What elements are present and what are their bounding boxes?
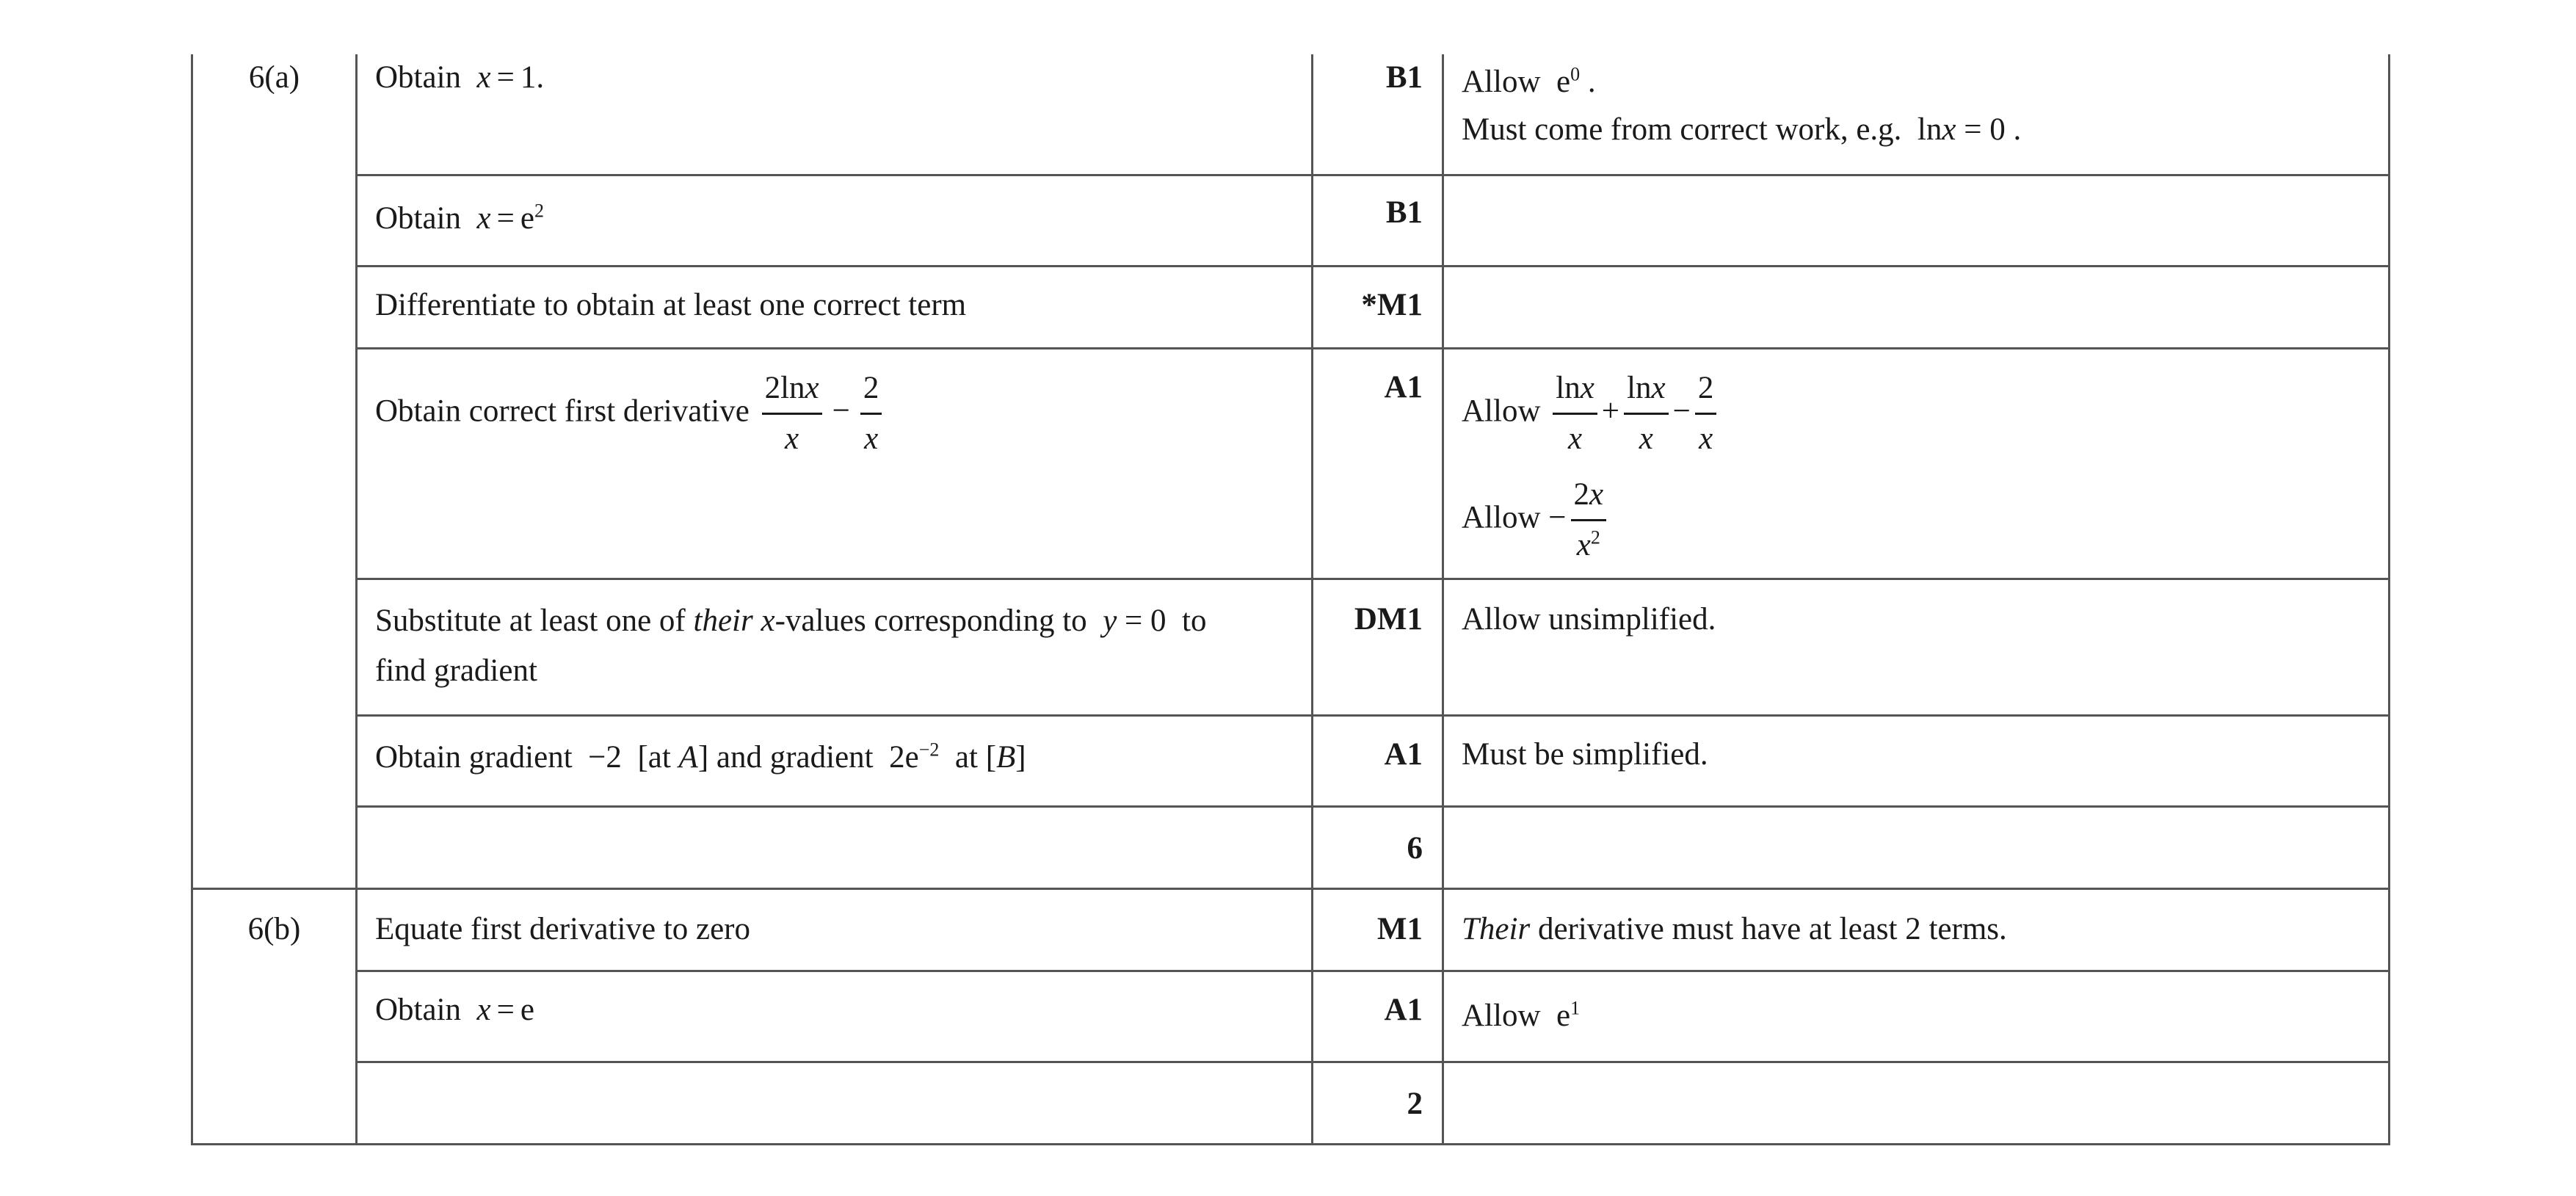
- mark-total-cell: [1313, 806, 1443, 888]
- answer-cell: Equate first derivative to zero: [357, 888, 1313, 971]
- mark-cell: [1313, 348, 1443, 579]
- table-row-total: [192, 806, 2390, 888]
- table-row: [192, 579, 2390, 715]
- table-row: [192, 971, 2390, 1062]
- mark-cell: [1313, 266, 1443, 348]
- table-row: [192, 175, 2390, 266]
- mark-code: A1: [1384, 992, 1423, 1027]
- mark-code: *M1: [1361, 287, 1423, 322]
- answer-cell: Obtain $x = e^2$: [357, 175, 1313, 266]
- mark-cell: [1313, 715, 1443, 806]
- answer-cell: Obtain gradient −2 [at A] and gradient $2e^{-2}$ at [B]: [357, 715, 1313, 806]
- guidance-cell: [1443, 806, 2390, 888]
- guidance-cell: Allow $\frac{\ln x}{x}$ + $\frac{\ln x}{x}$ − $\frac{2}{x}$ Allow − $\frac{2x}{x^2}$: [1443, 348, 2390, 579]
- mark-total: 6: [1407, 830, 1423, 866]
- fraction: $\frac{2}{x}$: [860, 367, 882, 460]
- answer-cell: Substitute at least one of their x-values corresponding to y = 0 to find gradient: [357, 579, 1313, 715]
- answer-cell: [357, 806, 1313, 888]
- answer-cell: Obtain correct first derivative $\frac{2\ln x}{x}$ − $\frac{2}{x}$: [357, 348, 1313, 579]
- answer-cell: Obtain x = e: [357, 971, 1313, 1062]
- table-row: [192, 348, 2390, 579]
- question-number: 6(b): [247, 911, 301, 946]
- mark-scheme-table: [191, 54, 2390, 1145]
- fraction: $\frac{2}{x}$: [1695, 367, 1717, 460]
- answer-cell: [357, 1062, 1313, 1144]
- fraction: $\frac{2x}{x^2}$: [1571, 474, 1607, 567]
- mark-cell: [1313, 888, 1443, 971]
- guidance-cell: Allow $e^1$: [1443, 971, 2390, 1062]
- mark-total: 2: [1407, 1086, 1423, 1121]
- guidance-cell: [1443, 175, 2390, 266]
- table-row: [192, 888, 2390, 971]
- table-row-total: [192, 1062, 2390, 1144]
- table-row: [192, 54, 2390, 175]
- mark-code: A1: [1384, 369, 1423, 405]
- guidance-cell: Must be simplified.: [1443, 715, 2390, 806]
- guidance-cell: [1443, 266, 2390, 348]
- fraction: $\frac{\ln x}{x}$: [1624, 367, 1669, 460]
- mark-total-cell: [1313, 1062, 1443, 1144]
- answer-cell: Obtain x = 1.: [357, 54, 1313, 175]
- question-number: 6(a): [248, 60, 300, 95]
- guidance-cell: Allow unsimplified.: [1443, 579, 2390, 715]
- mark-cell: [1313, 175, 1443, 266]
- guidance-cell: Allow $e^0$ . Must come from correct work, e.g. lnx = 0 .: [1443, 54, 2390, 175]
- mark-cell: [1313, 579, 1443, 715]
- guidance-cell: Their derivative must have at least 2 terms.: [1443, 888, 2390, 971]
- mark-code: B1: [1385, 60, 1423, 95]
- fraction: $\frac{2\ln x}{x}$: [762, 367, 822, 460]
- question-number-cell: [192, 888, 357, 1144]
- mark-code: DM1: [1354, 601, 1423, 637]
- mark-cell: [1313, 54, 1443, 175]
- mark-cell: [1313, 971, 1443, 1062]
- question-number-cell: [192, 54, 357, 888]
- table-row: [192, 266, 2390, 348]
- answer-cell: Differentiate to obtain at least one correct term: [357, 266, 1313, 348]
- mark-code: A1: [1384, 736, 1423, 772]
- fraction: $\frac{\ln x}{x}$: [1553, 367, 1597, 460]
- mark-code: M1: [1376, 911, 1423, 946]
- table-row: [192, 715, 2390, 806]
- mark-code: B1: [1385, 195, 1423, 230]
- guidance-cell: [1443, 1062, 2390, 1144]
